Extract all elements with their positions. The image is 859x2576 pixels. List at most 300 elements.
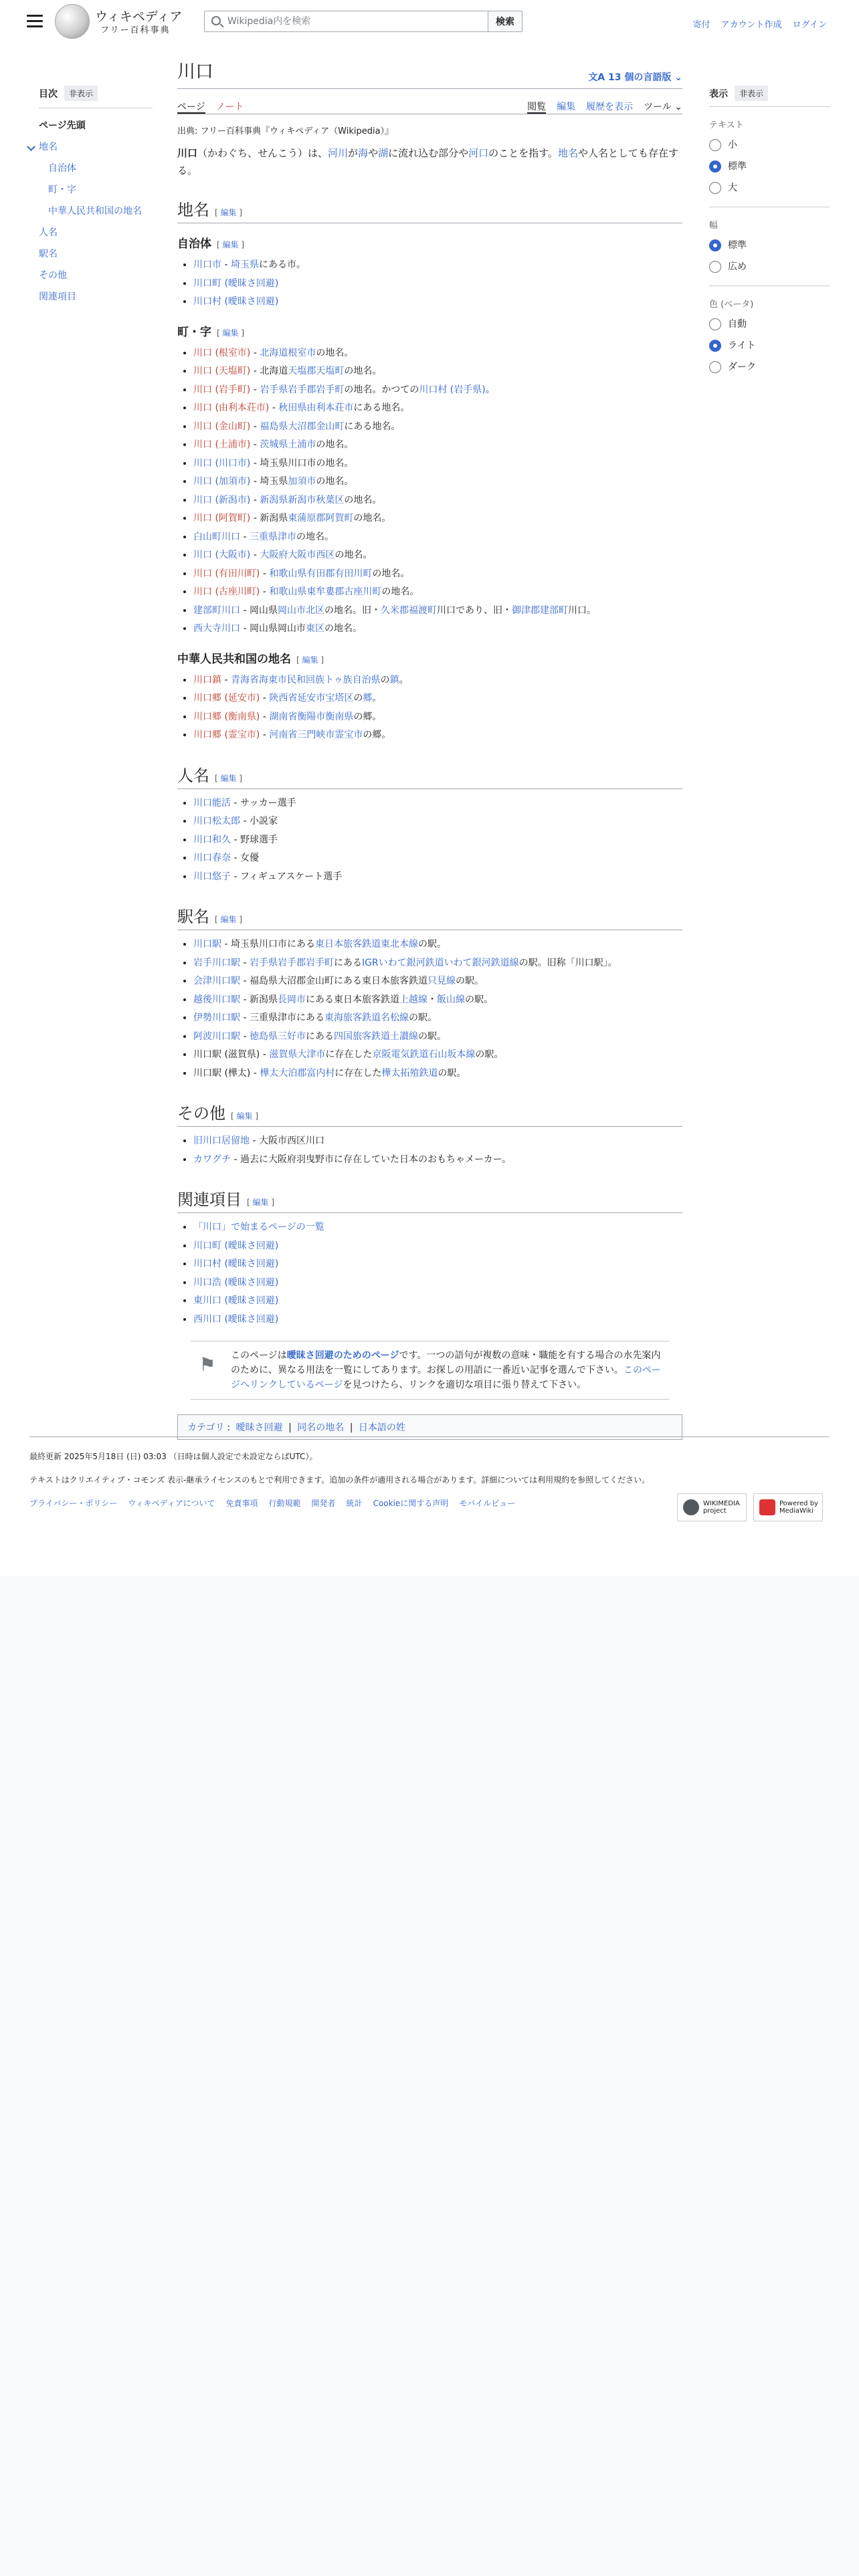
article-link[interactable]: 滋賀県 (269, 1049, 298, 1060)
list-item (193, 565, 682, 584)
article-link[interactable]: 川口 (川口市) (193, 457, 251, 469)
article-link[interactable]: 大泊郡 (278, 1067, 307, 1079)
edit-section-link[interactable]: [ 編集 ] (231, 1111, 259, 1121)
text-run: にある (333, 957, 362, 968)
article-link[interactable]: 京阪電気鉄道 (372, 1049, 429, 1060)
text-run: 川口駅 (樺太) (193, 1067, 251, 1079)
edit-section-link[interactable]: [ 編集 ] (296, 655, 324, 665)
text-run: 。 (399, 674, 409, 685)
article-link[interactable]: 土讃線 (389, 1031, 418, 1042)
list-item (193, 399, 682, 418)
text-run: の駅。 (438, 1067, 466, 1079)
article-link[interactable]: 川口 (土浦市) (193, 439, 251, 450)
text-run: の郷。 (353, 711, 382, 722)
menu-icon[interactable] (27, 15, 43, 28)
article-link[interactable]: 衡南県 (325, 711, 354, 722)
radio-button[interactable] (709, 160, 721, 173)
article-link[interactable]: 川口和久 (193, 834, 231, 845)
article-link[interactable]: 陝西省 (269, 693, 298, 704)
article-link[interactable]: 福島県 (260, 421, 288, 432)
article-link[interactable]: 由利本荘市 (306, 403, 354, 413)
article-link[interactable]: 三門峡市 (297, 730, 335, 740)
list-item (193, 1065, 682, 1083)
category-link[interactable]: 曖昧さ回避 (235, 1422, 283, 1433)
list-item (193, 689, 682, 708)
article-link[interactable]: 川口春奈 (193, 853, 231, 863)
appearance-hide-button[interactable]: 非表示 (735, 86, 768, 101)
article-link[interactable]: 大津市 (297, 1049, 326, 1060)
list-item (193, 1255, 682, 1274)
mediawiki-badge[interactable]: Powered by MediaWiki (753, 1493, 823, 1521)
article-link[interactable]: 飯山線 (436, 994, 465, 1005)
footer-link[interactable]: プライバシー・ポリシー (29, 1499, 118, 1508)
article-link[interactable]: 宝塔区 (325, 693, 354, 704)
color-option[interactable] (709, 335, 830, 356)
toc-item[interactable] (29, 222, 157, 243)
category-link[interactable]: 日本語の姓 (358, 1422, 405, 1433)
article-link[interactable]: 岩手郡 (277, 957, 306, 968)
article-link[interactable]: 海東市 (258, 674, 287, 685)
article-link[interactable]: 東海旅客鉄道 (324, 1012, 381, 1023)
article-link[interactable]: 建部町川口 (193, 605, 240, 616)
article-link[interactable]: 金山町 (316, 421, 345, 432)
article-link[interactable]: 岩手町 (316, 384, 345, 395)
text-run: - 埼玉県川口市の地名。 (250, 457, 354, 469)
toc-item[interactable] (29, 243, 157, 265)
list-item (193, 583, 682, 602)
article-link[interactable]: 地名 (557, 147, 578, 159)
list-item (193, 954, 682, 973)
article-link[interactable]: 東日本旅客鉄道 (314, 939, 381, 950)
article-link[interactable]: 民和回族トゥ族自治県 (286, 674, 381, 685)
article-link[interactable]: 四国旅客鉄道 (333, 1031, 390, 1042)
edit-section-link[interactable]: [ 編集 ] (217, 240, 245, 249)
section-heading: 町・字 [ 編集 ] (177, 325, 245, 339)
article-link[interactable]: 大阪市 (288, 550, 316, 560)
article-link[interactable]: 久米郡 (380, 605, 409, 616)
toc-item-label[interactable]: 駅名 (39, 249, 58, 259)
article-link[interactable]: 川口 (天塩町) (193, 366, 251, 377)
article-link[interactable]: 旧川口居留地 (193, 1136, 250, 1146)
text-run: - 野球選手 (231, 834, 278, 845)
text-run: - (269, 403, 279, 413)
article-link[interactable]: 岩手郡 (288, 384, 316, 395)
toc-item[interactable] (29, 265, 157, 286)
toc-title: 目次 (39, 88, 58, 100)
article-link[interactable]: 岩手川口駅 (193, 957, 240, 968)
text-run: - (260, 730, 270, 740)
text-run: 。 (372, 693, 382, 704)
create-account-link[interactable]: アカウント作成 (721, 20, 782, 30)
article-link[interactable]: 曖昧さ回避のためのページ (286, 1350, 399, 1361)
toc-item-label[interactable]: 町・字 (48, 185, 76, 195)
article-link[interactable]: 樺太拓殖鉄道 (381, 1067, 438, 1079)
toc-item[interactable] (29, 179, 157, 201)
article-link[interactable]: 川口 (大阪市) (193, 550, 251, 560)
wikipedia-globe-icon[interactable] (55, 4, 90, 39)
article-link[interactable]: 川口鎮 (193, 674, 221, 685)
article-link[interactable]: 越後川口駅 (193, 994, 240, 1005)
list-item (193, 344, 682, 363)
list-item (193, 275, 682, 294)
article-link[interactable]: 大沼郡 (288, 421, 316, 432)
article-link[interactable]: 大阪府 (260, 550, 288, 560)
article-link[interactable]: 青海省 (230, 674, 259, 685)
article-link[interactable]: 河南省 (269, 730, 298, 740)
radio-button[interactable] (709, 182, 721, 194)
article-link[interactable]: 津市 (277, 531, 296, 542)
toc-item[interactable] (29, 115, 157, 136)
text-run: - 福島県大沼郡金山町にある東日本旅客鉄道 (240, 976, 427, 986)
text-run: の地名。 (344, 366, 382, 377)
article-link[interactable]: 延安市 (297, 693, 326, 704)
article-link[interactable]: 川口悠子 (193, 871, 231, 882)
article-link[interactable]: 川口松太郎 (193, 816, 240, 827)
article-link[interactable]: 岩手町 (305, 957, 334, 968)
page-title: 川口 文A 13 個の言語版 ⌄ (177, 59, 682, 89)
list-item (193, 991, 682, 1010)
footer-link[interactable]: ウィキペディアについて (128, 1499, 215, 1508)
user-tools (684, 17, 827, 30)
article-link[interactable]: 加須市 (288, 476, 316, 487)
section-heading: 人名 [ 編集 ] (177, 762, 682, 789)
article-link[interactable]: 秋葉区 (316, 494, 345, 506)
list-item (193, 849, 682, 868)
radio-button[interactable] (709, 261, 721, 273)
toc-item[interactable] (29, 158, 157, 179)
text-run: の駅。 (417, 939, 446, 950)
logo-title[interactable]: ウィキペディア (95, 9, 183, 24)
article-link[interactable]: 川口 (古座川町) (193, 586, 260, 597)
article-link[interactable]: 和歌山県 (269, 586, 307, 597)
radio-label: 標準 (728, 161, 747, 172)
article-link[interactable]: 川口 (金山町) (193, 421, 251, 432)
list-item (193, 1132, 682, 1151)
article-link[interactable]: 天塩郡 (288, 366, 316, 377)
edit-section-link[interactable]: [ 編集 ] (217, 328, 245, 338)
radio-label: ダーク (728, 362, 756, 372)
list-item (193, 362, 682, 381)
article-link[interactable]: 和歌山県 (269, 568, 307, 579)
radio-label: 大 (728, 183, 737, 193)
text-run: - 埼玉県川口市にある (221, 939, 315, 950)
article-link[interactable]: 茨城県 (260, 439, 288, 450)
text-run: の駅。 (464, 994, 493, 1005)
article-link[interactable]: 川口村 (岩手県) (419, 384, 486, 395)
article-link[interactable]: 川口能活 (193, 797, 231, 809)
text-run: ・ (427, 994, 437, 1005)
list-item (193, 620, 682, 639)
toc-item-label[interactable]: ページ先頭 (39, 120, 86, 131)
article-link[interactable]: 新潟県 (260, 494, 288, 506)
article-link[interactable]: 海 (358, 147, 369, 159)
text-run: - 三重県津市にある (240, 1012, 324, 1023)
article-link[interactable]: 徳島県 (249, 1031, 278, 1042)
article-link[interactable]: いわて銀河鉄道線 (444, 957, 519, 968)
radio-button[interactable] (709, 139, 721, 151)
toc-item[interactable] (29, 286, 157, 308)
donate-link[interactable]: 寄付 (692, 20, 710, 30)
article-link[interactable]: 霊宝市 (335, 730, 363, 740)
radio-label: ライト (728, 340, 756, 351)
mediawiki-icon (759, 1499, 775, 1515)
toc-hide-button[interactable]: 非表示 (64, 86, 98, 101)
text-run: の地名。 (316, 476, 354, 487)
color-option[interactable] (709, 356, 830, 378)
text-run: の地名。 (372, 568, 410, 579)
appearance-title: 表示 (709, 88, 728, 100)
text-run: の駅。旧称「川口駅」。 (518, 957, 617, 968)
text-run: の郷。 (363, 730, 391, 740)
article-link[interactable]: 秋田県 (278, 403, 307, 413)
footer-link[interactable]: 開発者 (311, 1499, 336, 1508)
article-link[interactable]: 川口郷 (霊宝市) (193, 730, 260, 740)
article-link[interactable]: 三好市 (277, 1031, 306, 1042)
category-box: カテゴリ : 曖昧さ回避 | 同名の地名 | 日本語の姓 (177, 1414, 682, 1440)
text-run: （かわぐち、せんこう）は、 (197, 147, 328, 159)
article-link[interactable]: 西大寺川口 (193, 623, 240, 634)
toc-item-label[interactable]: その他 (39, 270, 67, 281)
article-link[interactable]: 川口町 (曖昧さ回避) (193, 1240, 279, 1251)
list-item (193, 972, 682, 991)
text-run: にある東日本旅客鉄道 (305, 994, 399, 1005)
footer-link[interactable]: 統計 (346, 1499, 363, 1508)
article-link[interactable]: 川口 (岩手町) (193, 384, 251, 395)
article-link[interactable]: 土浦市 (288, 439, 316, 450)
tab-edit[interactable]: 編集 (557, 102, 576, 112)
tab-read[interactable]: 閲覧 (527, 96, 546, 114)
article-link[interactable]: 白山町川口 (193, 531, 240, 542)
article-link[interactable]: 石山坂本線 (428, 1049, 476, 1060)
article-link[interactable]: 東蒲原郡 (288, 513, 326, 524)
article-link[interactable]: 川口市 (193, 259, 221, 270)
article-link[interactable]: 岡山市 (277, 605, 306, 616)
article-link[interactable]: 湖南省 (269, 711, 298, 722)
list-item (193, 1218, 682, 1237)
article-link[interactable]: 阿賀町 (325, 513, 354, 524)
section-heading: 駅名 [ 編集 ] (177, 903, 682, 930)
text-run: の地名。 (353, 513, 391, 524)
text-size-option[interactable] (709, 156, 830, 177)
article-link[interactable]: 古座川町 (344, 586, 382, 597)
article-link[interactable]: 有田川町 (335, 568, 373, 579)
logo-subtitle: フリー百科事典 (100, 25, 171, 35)
width-option[interactable] (709, 235, 830, 256)
list-item (193, 381, 682, 400)
footer-link[interactable]: 行動規範 (268, 1499, 301, 1508)
text-run: - フィギュアスケート選手 (231, 871, 343, 882)
article-link[interactable]: 東川口 (曖昧さ回避) (193, 1295, 279, 1306)
signpost-icon: ⚑ (199, 1354, 216, 1376)
footer-link[interactable]: Cookieに関する声明 (373, 1499, 449, 1508)
list-item (193, 293, 682, 312)
text-size-option[interactable] (709, 134, 830, 156)
width-label: 幅 (709, 221, 719, 231)
list-item (193, 528, 682, 547)
tab-history[interactable]: 履歴を表示 (586, 102, 634, 112)
language-button[interactable]: 文A 13 個の言語版 ⌄ (588, 72, 682, 83)
list-item (193, 868, 682, 887)
search-box[interactable] (204, 11, 489, 32)
text-run: の地名。 (344, 494, 382, 506)
article-link[interactable]: 只見線 (427, 976, 456, 986)
radio-button[interactable] (709, 361, 721, 373)
toc-item[interactable] (29, 136, 157, 158)
article-link[interactable]: 川口村 (曖昧さ回避) (193, 296, 279, 307)
article-link[interactable]: 西区 (316, 550, 335, 560)
text-run: や人名としても存在する。 (177, 147, 678, 177)
article-link[interactable]: 川口 (由利本荘市) (193, 403, 270, 413)
section-heading: 中華人民共和国の地名 [ 編集 ] (177, 652, 324, 666)
category-link[interactable]: 同名の地名 (297, 1422, 345, 1433)
article-link[interactable]: このページへリンクしているページ (231, 1365, 661, 1390)
edit-section-link[interactable]: [ 編集 ] (247, 1198, 275, 1207)
wikimedia-badge[interactable]: WIKIMEDIA project (677, 1493, 747, 1521)
article-link[interactable]: 川口 (加須市) (193, 476, 251, 487)
article-link[interactable]: 北区 (305, 605, 324, 616)
article-link[interactable]: 湖 (378, 147, 389, 159)
appearance-panel (709, 86, 830, 378)
toc-item[interactable] (29, 201, 157, 222)
radio-button[interactable] (709, 239, 721, 251)
text-run: - (250, 494, 260, 506)
radio-label: 自動 (728, 319, 747, 330)
article-link[interactable]: 三重県 (249, 531, 278, 542)
article-link[interactable]: 岩手県 (260, 384, 288, 395)
article-link[interactable]: 長岡市 (277, 994, 306, 1005)
text-run: の (353, 693, 363, 704)
section-heading: 関連項目 [ 編集 ] (177, 1186, 682, 1213)
article-link[interactable]: IGRいわて銀河鉄道 (361, 957, 444, 968)
article-link[interactable]: 阿波川口駅 (193, 1031, 240, 1042)
search-button[interactable]: 検索 (488, 11, 522, 32)
list-item (193, 546, 682, 565)
list-item (193, 708, 682, 727)
article-link[interactable]: 川口 (阿賀町) (193, 513, 251, 524)
text-run: - 過去に大阪府羽曳野市に存在していた日本のおもちゃメーカー。 (231, 1154, 512, 1165)
toc-item-label[interactable]: 関連項目 (39, 292, 76, 302)
login-link[interactable]: ログイン (792, 20, 827, 30)
license-text: テキストはクリエイティブ・コモンズ 表示-継承ライセンスのもとで利用できます。追加の条件が適用される場合があります。詳細については利用規約を参照してください。 (29, 1475, 650, 1485)
text-run: 川口駅 (滋賀県) (193, 1049, 260, 1060)
article-link[interactable]: 川口 (新潟市) (193, 494, 251, 506)
search-input[interactable] (227, 14, 482, 29)
text-run: にある (305, 1031, 334, 1042)
article-link[interactable]: 川口町 (曖昧さ回避) (193, 278, 279, 289)
article-link[interactable]: 根室市 (288, 347, 316, 358)
tab-talk[interactable]: ノート (215, 102, 244, 112)
article-link[interactable]: 埼玉県 (230, 259, 259, 270)
article-link[interactable]: 河口 (468, 147, 489, 159)
article-link[interactable]: 建部町 (539, 605, 568, 616)
tab-page[interactable]: ページ (177, 96, 205, 114)
text-run: 川口 (177, 147, 198, 159)
section-heading: 地名 [ 編集 ] (177, 197, 682, 223)
text-run: に存在した (325, 1049, 373, 1060)
article-link[interactable]: 川口郷 (衡南県) (193, 711, 260, 722)
article-link[interactable]: 御津郡 (511, 605, 540, 616)
article-link[interactable]: 富内村 (306, 1067, 335, 1079)
color-option[interactable] (709, 314, 830, 335)
article-link[interactable]: 郷 (363, 693, 373, 704)
article-link[interactable]: 東北本線 (380, 939, 418, 950)
article-link[interactable]: 会津川口駅 (193, 976, 240, 986)
article-link[interactable]: 川口郷 (延安市) (193, 693, 260, 704)
toc-item-label[interactable]: 地名 (39, 142, 58, 152)
article-link[interactable]: 岩手県 (249, 957, 278, 968)
tab-tools[interactable]: ツール ⌄ (644, 102, 682, 112)
radio-button[interactable] (709, 318, 721, 330)
article-link[interactable]: 川口村 (曖昧さ回避) (193, 1259, 279, 1269)
article-link[interactable]: 東区 (305, 623, 324, 634)
article-link[interactable]: 樺太 (260, 1067, 279, 1079)
text-size-option[interactable] (709, 177, 830, 199)
article-link[interactable]: 福渡町 (408, 605, 437, 616)
text-run: - (250, 1067, 260, 1079)
article-link[interactable]: 川口駅 (193, 939, 221, 950)
article-link[interactable]: 有田郡 (306, 568, 335, 579)
text-run: - 小説家 (240, 816, 278, 827)
list-item (193, 1292, 682, 1311)
text-run: の地名。 (335, 550, 373, 560)
article-link[interactable]: 東牟婁郡 (306, 586, 345, 597)
text-run: - (260, 586, 270, 597)
article-link[interactable]: 河川 (328, 147, 349, 159)
text-run: 川口であり、旧・ (436, 605, 512, 616)
text-run: - 岡山県岡山市 (240, 623, 306, 634)
text-run: - (221, 259, 231, 270)
article-link[interactable]: 川口 (根室市) (193, 347, 251, 358)
categories-link[interactable]: カテゴリ (187, 1422, 225, 1433)
list-item (193, 813, 682, 831)
text-run: - (240, 1031, 250, 1042)
text-run: - 埼玉県 (250, 476, 288, 487)
article (177, 59, 682, 1440)
article-link[interactable]: 「川口」で始まるページの一覧 (193, 1222, 324, 1232)
article-link[interactable]: 川口 (有田川町) (193, 568, 260, 579)
text-run: - (250, 384, 260, 395)
radio-button[interactable] (709, 340, 721, 352)
toc-item-label[interactable]: 自治体 (48, 163, 76, 174)
footer-link[interactable]: モバイルビュー (459, 1499, 516, 1508)
text-run: です。一つの語句が複数の意味・職能を有する場合の水先案内のために、異なる用法を一覧にしてあります。お探しの用語に一番近い記事を選んで下さい。 (231, 1350, 661, 1376)
color-label: 色 (ベータ) (709, 300, 754, 310)
disambiguation-notice (191, 1341, 669, 1400)
article-link[interactable]: 西川口 (曖昧さ回避) (193, 1313, 279, 1325)
edit-section-link[interactable]: [ 編集 ] (215, 208, 243, 217)
article-link[interactable]: 衡陽市 (297, 711, 326, 722)
article-link[interactable]: カワグチ (193, 1154, 231, 1165)
width-option[interactable] (709, 256, 830, 278)
text-run: - (250, 439, 260, 450)
toc-item-label[interactable]: 人名 (39, 227, 58, 238)
text-run: の (380, 674, 390, 685)
article-link[interactable]: 上越線 (399, 994, 427, 1005)
article-link[interactable]: 新潟市 (288, 494, 316, 506)
edit-section-link[interactable]: [ 編集 ] (215, 915, 243, 924)
article-link[interactable]: 鎮 (389, 674, 399, 685)
edit-section-link[interactable]: [ 編集 ] (215, 773, 243, 783)
toc-item-label[interactable]: 中華人民共和国の地名 (48, 206, 142, 217)
article-link[interactable]: 名松線 (380, 1012, 409, 1023)
article-link[interactable]: 川口浩 (曖昧さ回避) (193, 1277, 279, 1288)
article-link[interactable]: 伊勢川口駅 (193, 1012, 240, 1023)
list-item (193, 473, 682, 492)
article-link[interactable]: 北海道 (260, 347, 288, 358)
article-link[interactable]: 天塩町 (316, 366, 345, 377)
footer-link[interactable]: 免責事項 (225, 1499, 258, 1508)
text-run: - (250, 347, 260, 358)
